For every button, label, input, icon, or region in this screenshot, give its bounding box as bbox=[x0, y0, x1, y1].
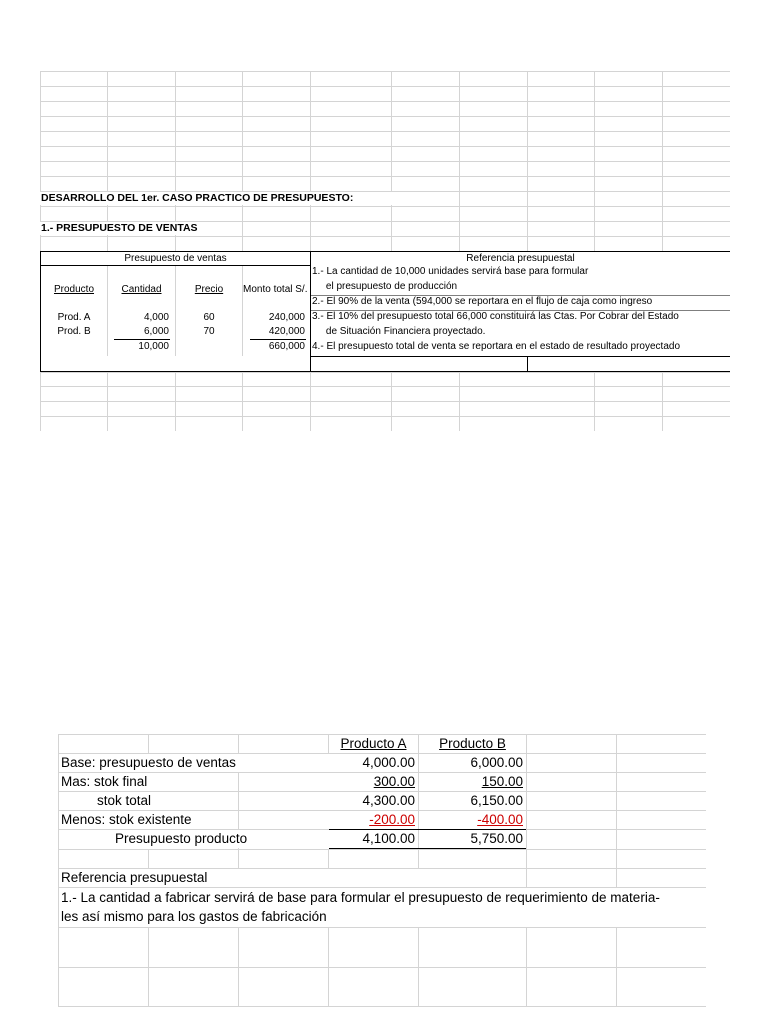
row-value-b: 6,000.00 bbox=[470, 755, 523, 770]
col-cantidad: Cantidad bbox=[121, 284, 162, 295]
referencia-line: les así mismo para los gastos de fabricación bbox=[61, 909, 327, 924]
row-label: Base: presupuesto de ventas bbox=[61, 755, 236, 770]
row-value-b: 5,750.00 bbox=[470, 831, 523, 846]
col-producto: Producto bbox=[53, 284, 95, 295]
referencia-line: 1.- La cantidad a fabricar servirá de base para formular el presupuesto de requerimiento de materia- bbox=[61, 890, 660, 905]
col-producto-a: Producto A bbox=[340, 736, 407, 751]
section-title: 1.- PRESUPUESTO DE VENTAS bbox=[41, 222, 198, 234]
row-a-cantidad: 4,000 bbox=[143, 312, 169, 323]
row-value-b: 6,150.00 bbox=[470, 793, 523, 808]
row-label: stok total bbox=[97, 793, 152, 808]
referencia-title: Referencia presupuestal bbox=[61, 870, 208, 885]
col-monto: Monto total S/. bbox=[243, 284, 308, 295]
row-b-monto: 420,000 bbox=[268, 326, 305, 337]
referencia-line: 1.- La cantidad de 10,000 unidades servirá base para formular bbox=[312, 266, 589, 277]
referencia-line: 2.- El 90% de la venta (594,000 se reportara en el flujo de caja como ingreso bbox=[312, 296, 653, 307]
row-label: Mas: stok final bbox=[61, 774, 148, 789]
row-value-b: -400.00 bbox=[477, 812, 523, 827]
row-b-producto: Prod. B bbox=[57, 326, 91, 337]
row-value-a: -200.00 bbox=[369, 812, 415, 827]
row-b-precio: 70 bbox=[203, 326, 215, 337]
row-label: Presupuesto producto bbox=[115, 831, 248, 846]
total-cantidad: 10,000 bbox=[138, 341, 169, 352]
ventas-header: Presupuesto de ventas bbox=[124, 253, 227, 264]
page-title: DESARROLLO DEL 1er. CASO PRACTICO DE PRESUPUESTO: bbox=[41, 192, 354, 204]
referencia-header: Referencia presupuestal bbox=[466, 253, 575, 264]
referencia-line: de Situación Financiera proyectado. bbox=[312, 326, 486, 337]
row-value-a: 4,300.00 bbox=[362, 793, 415, 808]
total-monto: 660,000 bbox=[268, 341, 305, 352]
row-label: Menos: stok existente bbox=[61, 812, 192, 827]
col-producto-b: Producto B bbox=[439, 736, 506, 751]
row-value-a: 4,000.00 bbox=[362, 755, 415, 770]
referencia-line: el presupuesto de producción bbox=[312, 281, 458, 292]
referencia-line: 3.- El 10% del presupuesto total 66,000 constituirá las Ctas. Por Cobrar del Estado bbox=[312, 311, 679, 322]
referencia-line: 4.- El presupuesto total de venta se reportara en el estado de resultado proyectado bbox=[312, 341, 681, 352]
row-a-precio: 60 bbox=[203, 312, 215, 323]
row-a-producto: Prod. A bbox=[57, 312, 91, 323]
row-value-a: 4,100.00 bbox=[362, 831, 415, 846]
row-value-b: 150.00 bbox=[481, 774, 523, 789]
col-precio: Precio bbox=[194, 284, 224, 295]
row-a-monto: 240,000 bbox=[268, 312, 305, 323]
row-value-a: 300.00 bbox=[373, 774, 415, 789]
row-b-cantidad: 6,000 bbox=[143, 326, 169, 337]
